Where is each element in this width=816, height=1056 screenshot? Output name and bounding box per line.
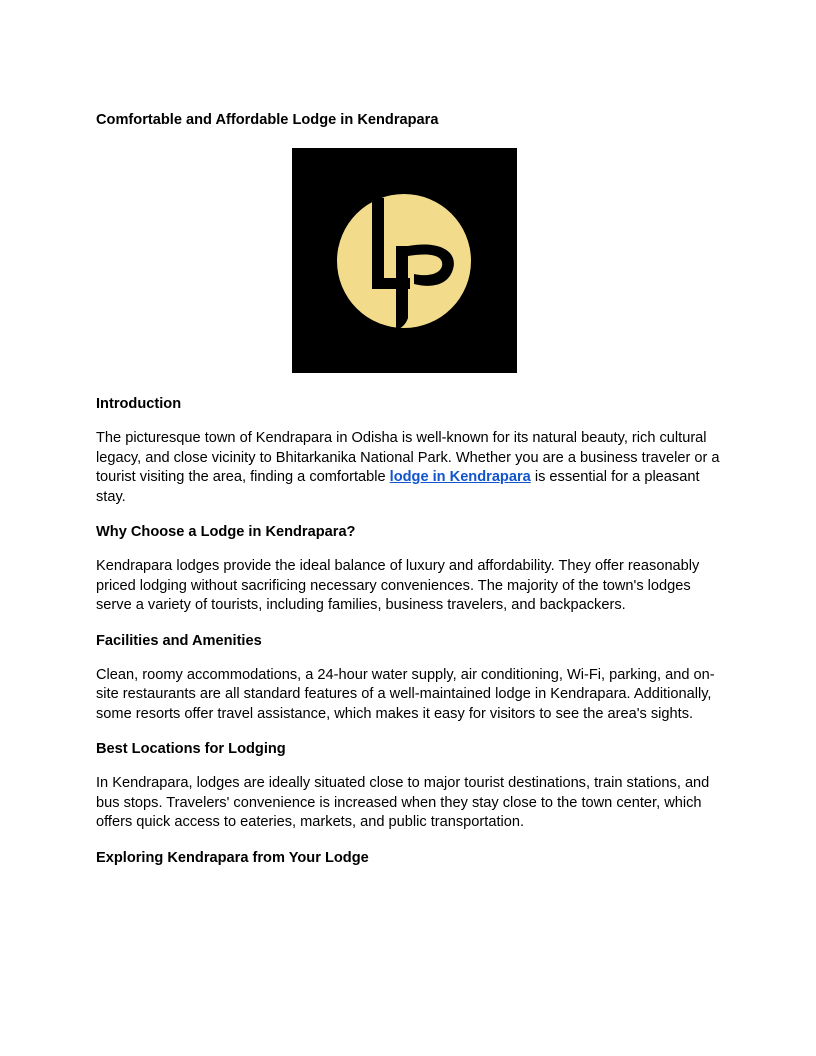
locations-paragraph: In Kendrapara, lodges are ideally situated close to major tourist destinations, train stations, and bus stops. Travelers' convenience is increased when they stay close to the town center, which offers quick access to eateries, markets, and public transportation. [96,775,710,830]
facilities-paragraph: Clean, roomy accommodations, a 24-hour water supply, air conditioning, Wi-Fi, parking, and on-site restaurants are all standard features of a well-maintained lodge in Kendrapara. Additionally, some resorts offer travel assistance, which makes it easy for visitors to see the area's sights. [96,666,715,722]
document-title: Comfortable and Affordable Lodge in Kendrapara [96,112,439,128]
introduction-text-end: is essential for a pleasant stay. [96,469,700,505]
exploring-heading: Exploring Kendrapara from Your Lodge [96,849,369,866]
facilities-heading: Facilities and Amenities [96,632,262,649]
introduction-text-start: The picturesque town of Kendrapara in Odisha is well-known for its natural beauty, rich cultural legacy, and close vicinity to Bhitarkanika National Park. Whether you are a business traveler or a tourist visiting the area, finding a comfortable [96,430,720,485]
lp-monogram-logo-icon [292,148,517,373]
lodge-logo [292,148,517,373]
document-page [96,110,720,883]
introduction-paragraph [96,429,720,507]
why-choose-paragraph: Kendrapara lodges provide the ideal balance of luxury and affordability. They offer reasonably priced lodging without sacrificing necessary conveniences. The majority of the town's lodges serve a variety of tourists, including families, business travelers, and backpackers. [96,558,700,613]
locations-heading: Best Locations for Lodging [96,741,286,757]
lodge-in-kendrapara-link[interactable]: lodge in Kendrapara [389,469,531,485]
why-choose-heading: Why Choose a Lodge in Kendrapara? [96,524,356,540]
introduction-heading: Introduction [96,396,182,412]
